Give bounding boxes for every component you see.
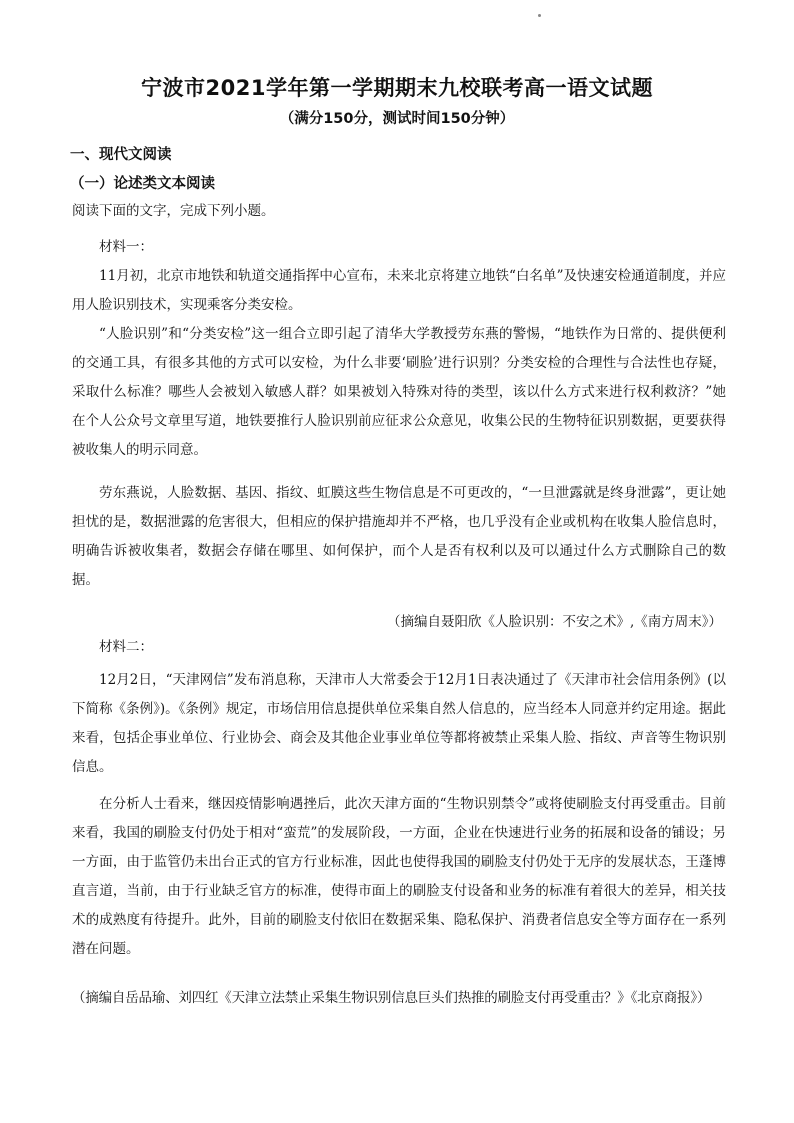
subsection-heading: （一）论述类文本阅读 xyxy=(70,176,215,192)
material1-label: 材料一： xyxy=(99,239,153,255)
instruction-text: 阅读下面的文字，完成下列小题。 xyxy=(72,203,275,219)
material1-paragraph-1: 11月初，北京市地铁和轨道交通指挥中心宣布，未来北京将建立地铁“白名单”及快速安检通道制度，并应用人脸识别技术，实现乘客分类安检。 xyxy=(72,268,726,313)
material2-source: （摘编自岳品瑜、刘四红《天津立法禁止采集生物识别信息巨头们热推的刷脸支付再受重击？》《北京商报》） xyxy=(72,990,711,1006)
material1-paragraph-3: 劳东燕说，人脸数据、基因、指纹、虹膜这些生物信息是不可更改的，“一旦泄露就是终身泄露”，更让她担忧的是，数据泄露的危害很大，但相应的保护措施却并不严格，也几乎没有企业或机构在收集人脸信息时，明确告诉被收集者，数据会存储在哪里、如何保护，而个人是否有权利以及可以通过什么方式删除自己的数据。 xyxy=(72,485,726,588)
material2-paragraph-1: 12月2日，“天津网信”发布消息称，天津市人大常委会于12月1日表决通过了《天津市社会信用条例》(以下简称《条例》)。《条例》规定，市场信用信息提供单位采集自然人信息的，应当经本人同意并约定用途。据此来看，包括企事业单位、行业协会、商会及其他企业事业单位等都将被禁止采集人脸、指纹、声音等生物识别信息。 xyxy=(72,672,726,775)
material1-paragraph-2: “人脸识别”和“分类安检”这一组合立即引起了清华大学教授劳东燕的警惕，“地铁作为日常的、提供便利的交通工具，有很多其他的方式可以安检，为什么非要‘刷脸’进行识别？分类安检的合理性与合法性也存疑，采取什么标准？哪些人会被划入敏感人群？如果被划入特殊对待的类型，该以什么方式来进行权利救济？”她在个人公众号文章里写道，地铁要推行人脸识别前应征求公众意见，收集公民的生物特征识别数据，更要获得被收集人的明示同意。 xyxy=(72,326,726,458)
page-subtitle: （满分150分，测试时间150分钟） xyxy=(279,111,515,127)
corner-dot xyxy=(538,14,541,17)
section-heading: 一、现代文阅读 xyxy=(70,147,172,163)
page-title: 宁波市2021学年第一学期期末九校联考高一语文试题 xyxy=(141,76,653,100)
material1-source: （摘编自聂阳欣《人脸识别：不安之术》,《南方周末》） xyxy=(386,614,722,630)
material2-paragraph-2: 在分析人士看来，继因疫情影响遇挫后，此次天津方面的“生物识别禁令”或将使刷脸支付再受重击。目前来看，我国的刷脸支付仍处于相对“蛮荒”的发展阶段，一方面，企业在快速进行业务的拓展和设备的铺设；另一方面，由于监管仍未出台正式的官方行业标准，因此也使得我国的刷脸支付仍处于无序的发展状态，王蓬博直言道，当前，由于行业缺乏官方的标准，使得市面上的刷脸支付设备和业务的标准有着很大的差异，相关技术的成熟度有待提升。此外，目前的刷脸支付依旧在数据采集、隐私保护、消费者信息安全等方面存在一系列潜在问题。 xyxy=(72,796,726,957)
material2-label: 材料二： xyxy=(99,639,153,655)
